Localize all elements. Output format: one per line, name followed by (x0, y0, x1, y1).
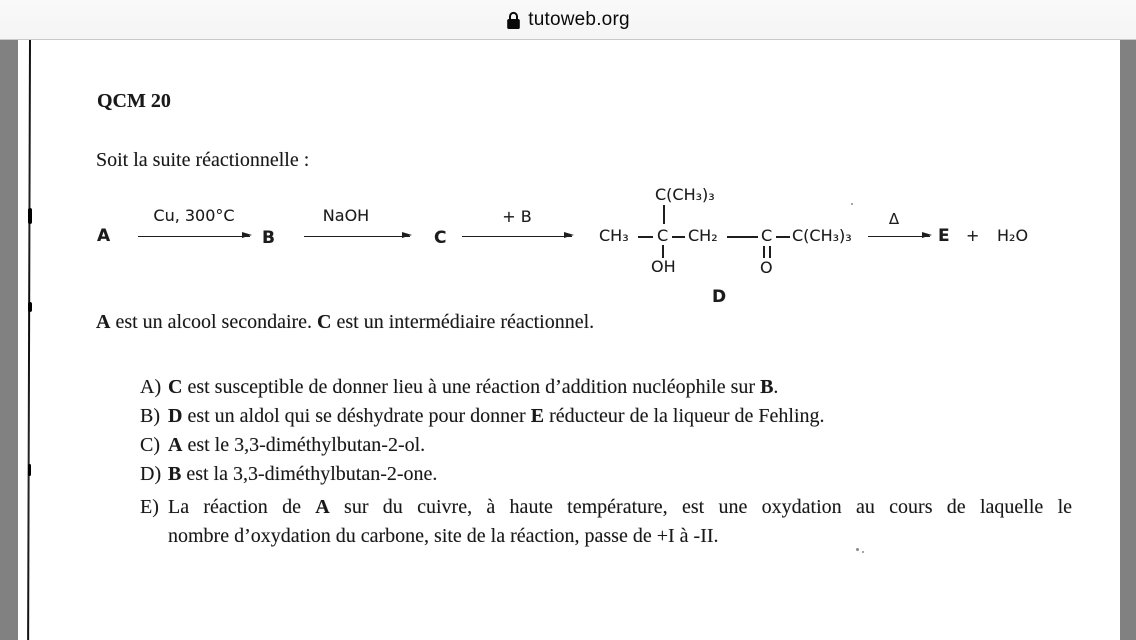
option-b-text: D est un aldol qui se déshydrate pour donner E réducteur de la liqueur de Fehling. (168, 405, 825, 427)
water-formula: H₂O (997, 226, 1029, 245)
option-c-text: A est le 3,3-diméthylbutan-2-ol. (168, 434, 426, 456)
intro-sentence: Soit la suite réactionnelle : (96, 149, 310, 171)
bond-carbonyl-2 (769, 246, 771, 258)
arrow-1-condition: Cu, 300°C (153, 206, 235, 225)
option-a-letter: A) (140, 376, 162, 398)
reaction-arrow-2 (304, 236, 410, 237)
struct-methyl: CH₃ (599, 226, 629, 245)
struct-oxygen: O (760, 258, 773, 277)
option-b-letter: B) (140, 405, 160, 427)
reaction-arrow-4 (868, 236, 930, 237)
struct-branch-tbutyl: C(CH₃)₃ (655, 185, 715, 204)
option-e-text-line2: nombre d’oxydation du carbone, site de la réaction, passe de +I à -II. (168, 525, 719, 547)
plus-sign: + (966, 226, 980, 245)
scan-speck (856, 548, 859, 551)
arrow-4-delta: Δ (888, 210, 900, 228)
bond-1 (638, 236, 653, 238)
bond-carbonyl-1 (763, 246, 765, 258)
reaction-scheme (0, 40, 1136, 640)
scan-speck (862, 551, 864, 553)
bond-branch-vertical (663, 205, 665, 224)
bond-4 (776, 236, 790, 238)
bond-2 (672, 236, 685, 238)
struct-carbon1: C (657, 226, 669, 245)
arrow-2-condition: NaOH (322, 206, 370, 225)
struct-hydroxyl: OH (651, 257, 676, 276)
lock-icon (506, 11, 521, 30)
bond-3 (727, 236, 758, 238)
option-a-text: C est susceptible de donner lieu à une réaction d’addition nucléophile sur B. (168, 376, 779, 398)
compound-c-label: C (434, 228, 447, 248)
scan-speck (851, 203, 853, 205)
url-text: tutoweb.org (528, 8, 630, 30)
statement-sentence: A est un alcool secondaire. C est un intermédiaire réactionnel. (96, 311, 595, 333)
option-e-letter: E) (140, 496, 159, 518)
option-c-letter: C) (140, 434, 160, 456)
struct-tbutyl: C(CH₃)₃ (792, 226, 852, 245)
option-d-letter: D) (140, 463, 162, 485)
compound-a-label: A (97, 226, 111, 246)
struct-carbon2: C (761, 226, 773, 245)
compound-d-label: D (712, 287, 727, 307)
qcm-title: QCM 20 (97, 90, 171, 112)
option-d-text: B est la 3,3-diméthylbutan-2-one. (168, 463, 438, 485)
reaction-arrow-1 (138, 236, 250, 237)
compound-b-label: B (262, 228, 275, 248)
arrow-3-condition: + B (502, 207, 532, 226)
document-page (0, 40, 1136, 640)
option-e-text-line1: La réaction de A sur du cuivre, à haute température, est une oxydation au cours de laquelle le (168, 496, 1073, 518)
reaction-arrow-3 (462, 236, 572, 237)
compound-e-label: E (938, 226, 950, 246)
struct-methylene: CH₂ (688, 226, 718, 245)
browser-address-bar[interactable] (0, 0, 1136, 40)
